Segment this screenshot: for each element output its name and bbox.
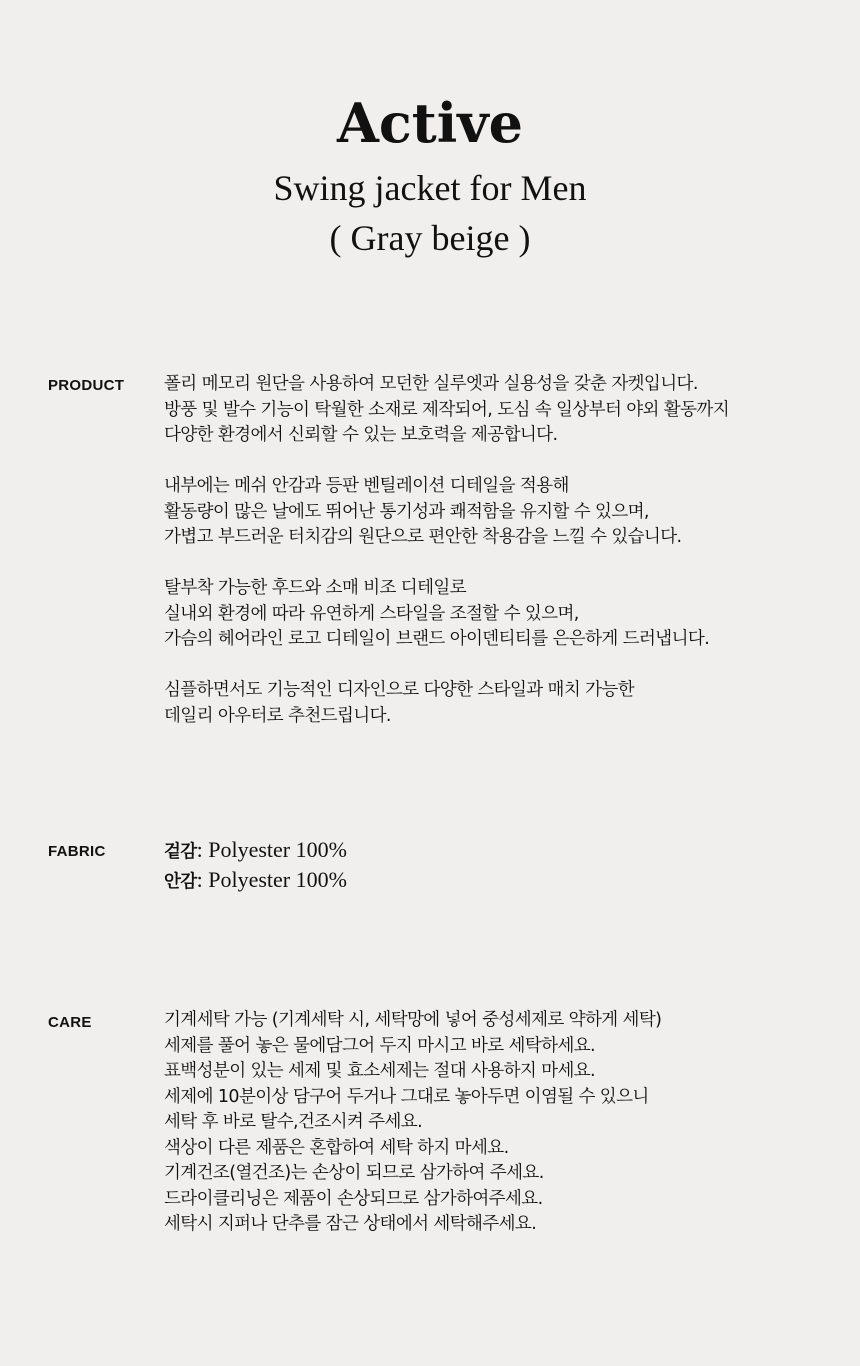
fabric-value: : Polyester 100%	[196, 867, 347, 892]
product-line: 방풍 및 발수 기능이 탁월한 소재로 제작되어, 도심 속 일상부터 야외 활동까지	[164, 399, 730, 420]
care-line: 표백성분이 있는 세제 및 효소세제는 절대 사용하지 마세요.	[164, 1061, 596, 1081]
product-line: 데일리 아우터로 추천드립니다.	[164, 705, 391, 726]
care-line: 세제를 풀어 놓은 물에담그어 두지 마시고 바로 세탁하세요.	[164, 1035, 596, 1056]
product-line: 심플하면서도 기능적인 디자인으로 다양한 스타일과 매치 가능한	[164, 680, 635, 700]
product-paragraph	[164, 474, 824, 551]
product-line: 가볍고 부드러운 터치감의 원단으로 편안한 착용감을 느낄 수 있습니다.	[164, 527, 682, 547]
product-section-label: PRODUCT	[48, 377, 125, 394]
care-line: 세제에 10분이상 담구어 두거나 그대로 놓아두면 이염될 수 있으니	[164, 1086, 649, 1107]
product-line: 가슴의 헤어라인 로고 디테일이 브랜드 아이덴티티를 은은하게 드러냅니다.	[164, 629, 710, 649]
care-line: 기계세탁 가능 (기계세탁 시, 세탁망에 넣어 중성세제로 약하게 세탁)	[164, 1010, 662, 1030]
product-paragraph	[164, 576, 824, 653]
product-line: 활동량이 많은 날에도 뛰어난 통기성과 쾌적함을 유지할 수 있으며,	[164, 501, 649, 522]
care-line: 색상이 다른 제품은 혼합하여 세탁 하지 마세요.	[164, 1137, 509, 1158]
product-line: 폴리 메모리 원단을 사용하여 모던한 실루엣과 실용성을 갖춘 자켓입니다.	[164, 374, 698, 394]
care-line: 드라이클리닝은 제품이 손상되므로 삼가하여주세요.	[164, 1188, 543, 1209]
care-section-label: CARE	[48, 1014, 92, 1031]
fabric-row-outer	[164, 836, 824, 866]
product-paragraph	[164, 678, 824, 729]
fabric-key: 안감	[164, 872, 197, 892]
product-description	[164, 372, 824, 755]
care-instructions	[164, 1008, 824, 1238]
product-line: 탈부착 가능한 후드와 소매 비조 디테일로	[164, 578, 466, 598]
care-line: 기계건조(열건조)는 손상이 되므로 삼가하여 주세요.	[164, 1163, 544, 1183]
fabric-value: : Polyester 100%	[196, 837, 347, 862]
product-paragraph	[164, 372, 824, 449]
care-line: 세탁 후 바로 탈수,건조시켜 주세요.	[164, 1112, 423, 1132]
fabric-section-label: FABRIC	[48, 843, 106, 860]
fabric-details	[164, 836, 824, 896]
fabric-row-lining	[164, 866, 824, 896]
product-subtitle: Swing jacket for Men	[273, 168, 587, 208]
product-color: ( Gray beige )	[329, 218, 531, 258]
fabric-key: 겉감	[164, 842, 197, 862]
product-line: 내부에는 메쉬 안감과 등판 벤틸레이션 디테일을 적용해	[164, 476, 569, 496]
product-line: 실내외 환경에 따라 유연하게 스타일을 조절할 수 있으며,	[164, 603, 579, 624]
product-title: Active	[337, 91, 523, 155]
product-line: 다양한 환경에서 신뢰할 수 있는 보호력을 제공합니다.	[164, 425, 558, 445]
care-line: 세탁시 지퍼나 단추를 잠근 상태에서 세탁해주세요.	[164, 1214, 537, 1234]
